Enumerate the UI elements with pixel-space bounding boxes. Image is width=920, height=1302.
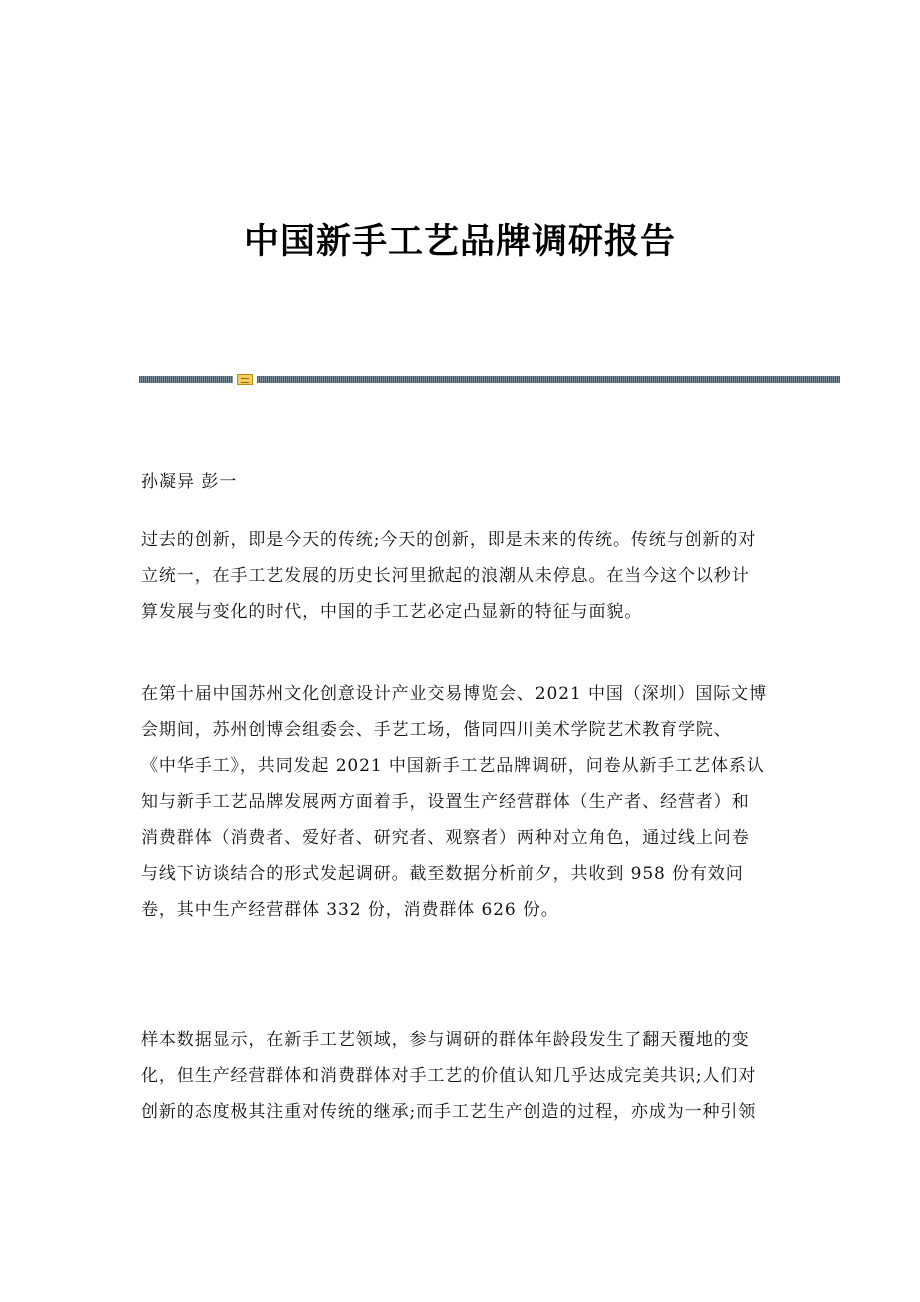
page-title: 中国新手工艺品牌调研报告 xyxy=(243,222,676,262)
paragraph-line: 知与新手工艺品牌发展两方面着手，设置生产经营群体（生产者、经营者）和 xyxy=(141,792,750,812)
paragraph-line: 卷，其中生产经营群体 332 份，消费群体 626 份。 xyxy=(141,900,559,920)
paragraph-line: 立统一，在手工艺发展的历史长河里掀起的浪潮从未停息。在当今这个以秒计 xyxy=(141,566,750,586)
authors: 孙凝异 彭一 xyxy=(141,472,238,492)
paragraph-line: 《中华手工》，共同发起 2021 中国新手工艺品牌调研，问卷从新手工艺体系认 xyxy=(141,756,765,776)
paragraph-3 xyxy=(141,1022,786,1130)
paragraph-line: 样本数据显示，在新手工艺领域，参与调研的群体年龄段发生了翻天覆地的变 xyxy=(141,1030,750,1050)
paragraph-line: 创新的态度极其注重对传统的继承;而手工艺生产创造的过程，亦成为一种引领 xyxy=(141,1102,757,1122)
title-divider xyxy=(139,374,840,383)
divider-bar-right xyxy=(257,376,840,383)
paragraph-line: 化，但生产经营群体和消费群体对手工艺的价值认知几乎达成完美共识;人们对 xyxy=(141,1066,757,1086)
paragraph-line: 与线下访谈结合的形式发起调研。截至数据分析前夕，共收到 958 份有效问 xyxy=(141,864,744,884)
paragraph-line: 会期间，苏州创博会组委会、手艺工场，偕同四川美术学院艺术教育学院、 xyxy=(141,720,732,740)
paragraph-line: 在第十届中国苏州文化创意设计产业交易博览会、2021 中国（深圳）国际文博 xyxy=(141,684,767,704)
paragraph-line: 过去的创新，即是今天的传统;今天的创新，即是未来的传统。传统与创新的对 xyxy=(141,530,757,550)
paragraph-line: 消费群体（消费者、爱好者、研究者、观察者）两种对立角色，通过线上问卷 xyxy=(141,828,750,848)
divider-ornament-icon xyxy=(237,374,253,385)
divider-bar-left xyxy=(139,376,233,383)
paragraph-line: 算发展与变化的时代，中国的手工艺必定凸显新的特征与面貌。 xyxy=(141,602,643,622)
paragraph-1 xyxy=(141,522,786,630)
paragraph-2 xyxy=(141,676,786,928)
